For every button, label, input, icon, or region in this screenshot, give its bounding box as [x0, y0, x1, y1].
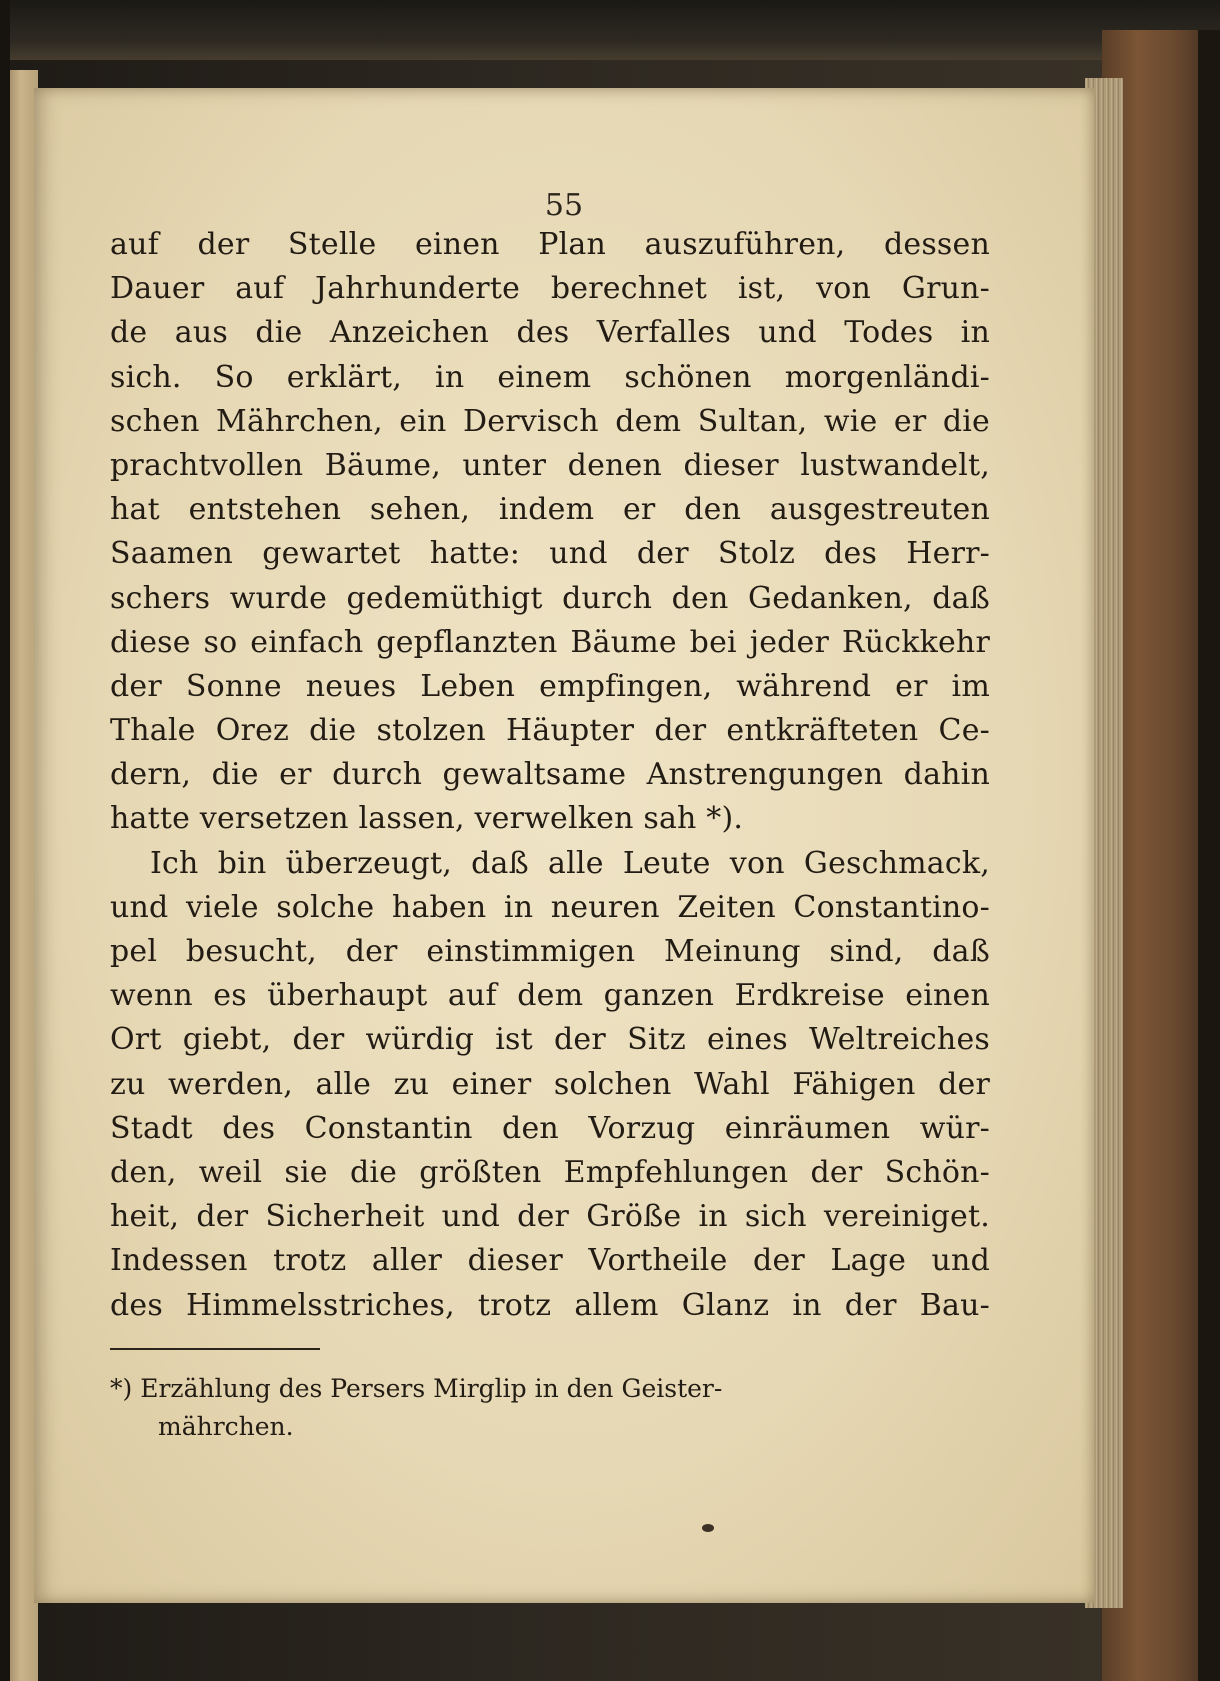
- text-line: der Sonne neues Leben empfingen, während er im: [110, 668, 990, 704]
- text-line: schers wurde gedemüthigt durch den Gedanken, daß: [110, 580, 990, 616]
- text-line: Ort giebt, der würdig ist der Sitz eines Weltreiches: [110, 1022, 990, 1058]
- paragraph-end-line: hatte versetzen lassen, verwelken sah *).: [110, 801, 744, 837]
- text-line: des Himmelsstriches, trotz allem Glanz in der Bau-: [110, 1287, 990, 1323]
- text-line: den, weil sie die größten Empfehlungen der Schön-: [110, 1154, 990, 1190]
- text-line: pel besucht, der einstimmigen Meinung sind, daß: [110, 934, 990, 969]
- text-line: prachtvollen Bäume, unter denen dieser lustwandelt,: [110, 447, 990, 483]
- text-line: schen Mährchen, ein Dervisch dem Sultan, wie er die: [110, 403, 990, 439]
- text-line: dern, die er durch gewaltsame Anstrengungen dahin: [110, 757, 990, 793]
- book-cover-top: [0, 0, 1220, 60]
- paragraph-start-line: Ich bin überzeugt, daß alle Leute von Geschmack,: [150, 845, 990, 881]
- text-line: und viele solche haben in neuren Zeiten Constantino-: [110, 889, 990, 925]
- text-line: Saamen gewartet hatte: und der Stolz des Herr-: [110, 536, 990, 572]
- page-number: 55: [544, 188, 584, 223]
- text-line: Thale Orez die stolzen Häupter der entkräfteten Ce-: [110, 713, 990, 749]
- text-line: hat entstehen sehen, indem er den ausgestreuten: [110, 492, 990, 528]
- text-line: Dauer auf Jahrhunderte berechnet ist, von Grun-: [110, 271, 990, 307]
- book-page: [34, 88, 1094, 1603]
- text-line: Stadt des Constantin den Vorzug einräumen wür-: [110, 1110, 990, 1146]
- gutter-shadow: [0, 0, 10, 1681]
- footnote: [110, 1370, 990, 1446]
- text-line: auf der Stelle einen Plan auszuführen, dessen: [110, 227, 990, 262]
- footnote-line: mährchen.: [158, 1412, 294, 1441]
- text-line: wenn es überhaupt auf dem ganzen Erdkreise einen: [110, 978, 990, 1014]
- body-text: [110, 223, 990, 1328]
- text-line: diese so einfach gepflanzten Bäume bei jeder Rückkehr: [110, 624, 990, 660]
- text-line: sich. So erklärt, in einem schönen morgenländi-: [110, 359, 990, 395]
- text-line: de aus die Anzeichen des Verfalles und Todes in: [110, 315, 990, 351]
- footnote-divider: [110, 1348, 320, 1350]
- footnote-line: *) Erzählung des Persers Mirglip in den Geister-: [110, 1374, 723, 1403]
- text-line: Indessen trotz aller dieser Vortheile der Lage und: [110, 1243, 990, 1279]
- text-line: zu werden, alle zu einer solchen Wahl Fähigen der: [110, 1066, 990, 1102]
- cover-edge-shadow: [1198, 30, 1220, 1681]
- text-line: heit, der Sicherheit und der Größe in sich vereiniget.: [110, 1199, 990, 1235]
- ink-spot: [702, 1524, 714, 1532]
